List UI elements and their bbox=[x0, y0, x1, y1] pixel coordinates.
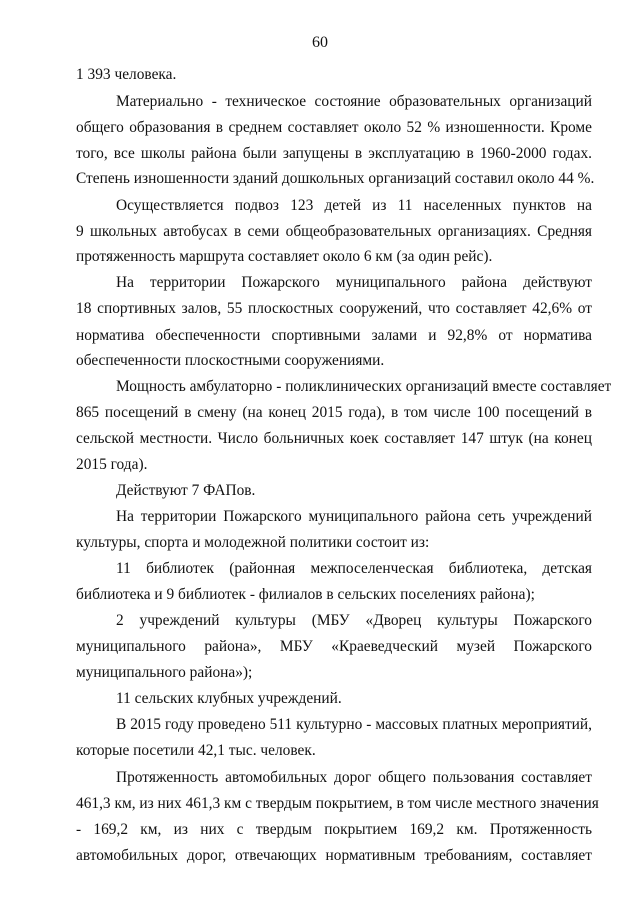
text-line: 865 посещений в смену (на конец 2015 года), в том числе 100 посещений в bbox=[76, 404, 592, 421]
text-line: которые посетили 42,1 тыс. человек. bbox=[76, 742, 316, 759]
text-line: 461,3 км, из них 461,3 км с твердым покрытием, в том числе местного значения bbox=[76, 795, 599, 812]
text-line: В 2015 году проведено 511 культурно - массовых платных мероприятий, bbox=[116, 716, 592, 733]
text-line: Действуют 7 ФАПов. bbox=[116, 482, 256, 499]
text-line: муниципального района»); bbox=[76, 664, 253, 681]
text-line: 18 спортивных залов, 55 плоскостных сооружений, что составляет 42,6% от bbox=[76, 300, 592, 317]
text-line: 9 школьных автобусах в семи общеобразовательных организациях. Средняя bbox=[76, 223, 592, 240]
text-line: На территории Пожарского муниципального района действуют bbox=[116, 274, 592, 291]
text-line: Мощность амбулаторно - поликлинических организаций вместе составляет bbox=[116, 378, 612, 395]
text-line: автомобильных дорог, отвечающих нормативным требованиям, составляет bbox=[76, 847, 592, 864]
text-line: протяженность маршрута составляет около 6 км (за один рейс). bbox=[76, 248, 493, 265]
text-line: культуры, спорта и молодежной политики состоит из: bbox=[76, 534, 430, 551]
text-line: того, все школы района были запущены в эксплуатацию в 1960-2000 годах. bbox=[76, 145, 592, 162]
text-line: сельской местности. Число больничных коек составляет 147 штук (на конец bbox=[76, 430, 592, 447]
page-number: 60 bbox=[312, 34, 328, 51]
text-line: Степень изношенности зданий дошкольных организаций составил около 44 %. bbox=[76, 170, 595, 187]
text-line: 11 сельских клубных учреждений. bbox=[116, 690, 342, 707]
text-line: На территории Пожарского муниципального района сеть учреждений bbox=[116, 508, 592, 525]
text-line: общего образования в среднем составляет около 52 % изношенности. Кроме bbox=[76, 119, 592, 136]
text-line: 11 библиотек (районная межпоселенческая библиотека, детская bbox=[116, 560, 592, 577]
text-line: 2 учреждений культуры (МБУ «Дворец культуры Пожарского bbox=[116, 612, 592, 629]
text-line: 2015 года). bbox=[76, 456, 148, 473]
text-line: библиотека и 9 библиотек - филиалов в сельских поселениях района); bbox=[76, 586, 535, 603]
text-line: Материально - техническое состояние образовательных организаций bbox=[116, 93, 592, 110]
text-line: - 169,2 км, из них с твердым покрытием 169,2 км. Протяженность bbox=[76, 821, 592, 838]
text-line: Протяженность автомобильных дорог общего пользования составляет bbox=[116, 769, 592, 786]
text-line: муниципального района», МБУ «Краеведческий музей Пожарского bbox=[76, 638, 592, 655]
text-line: Осуществляется подвоз 123 детей из 11 населенных пунктов на bbox=[116, 197, 592, 214]
text-line: 1 393 человека. bbox=[76, 66, 177, 83]
text-line: обеспеченности плоскостными сооружениями. bbox=[76, 352, 385, 369]
text-line: норматива обеспеченности спортивными залами и 92,8% от норматива bbox=[76, 327, 592, 344]
